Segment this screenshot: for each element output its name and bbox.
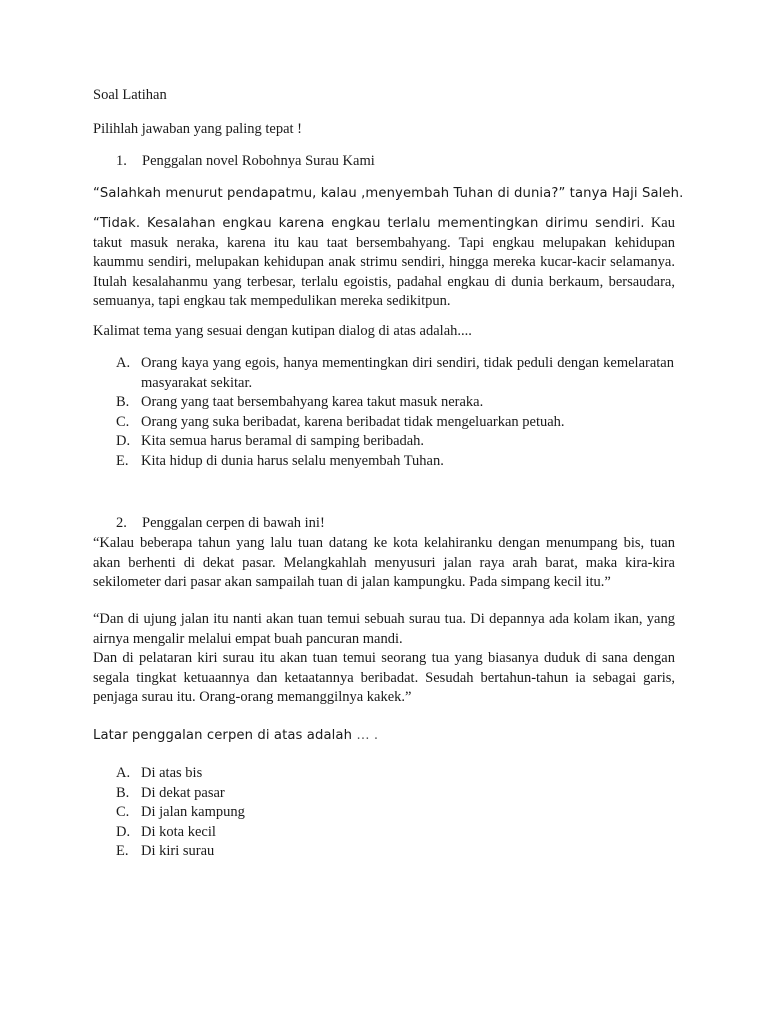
question-2-prompt-dots: … . xyxy=(356,728,379,743)
answer-option xyxy=(116,452,674,472)
question-1-options xyxy=(116,354,674,471)
answer-option-letter: C. xyxy=(116,413,130,430)
answer-option-text: Di kota kecil xyxy=(141,823,216,840)
document-heading: Soal Latihan xyxy=(93,87,167,103)
question-1-dialog-1: “Salahkah menurut pendapatmu, kalau ,menyembah Tuhan di dunia?” tanya Haji Saleh. xyxy=(93,186,684,201)
question-1-dialog-2-rest: Kau takut masuk neraka, karena itu kau taat bersembahyang. Tapi engkau melupakan kehidupan kaummu sendiri, melupakan kehidupan anak strimu sendiri, hingga mereka kucar-kacir selamanya. Itulah kesalahanmu yang terbesar, terlalu egoistis, padahal engkau di dunia berkaum, bersaudara, semuanya, tapi engkau tak mempedulikan mereka sedikitpun. xyxy=(93,215,675,309)
question-1-prompt: Kalimat tema yang sesuai dengan kutipan dialog di atas adalah.... xyxy=(93,323,472,339)
question-2-title-text: Penggalan cerpen di bawah ini! xyxy=(142,515,325,531)
answer-option xyxy=(116,432,674,452)
answer-option-letter: A. xyxy=(116,765,131,781)
answer-option-letter: B. xyxy=(116,784,130,801)
answer-option-text: Kita hidup di dunia harus selalu menyembah Tuhan. xyxy=(141,452,444,469)
answer-option xyxy=(116,823,674,843)
answer-option xyxy=(116,842,674,862)
answer-option-text: Di atas bis xyxy=(141,765,203,781)
answer-option-letter: E. xyxy=(116,452,129,469)
answer-option xyxy=(116,413,674,433)
answer-option-text: Di jalan kampung xyxy=(141,804,245,820)
answer-option-text: Orang yang suka beribadat, karena beribadat tidak mengeluarkan petuah. xyxy=(141,413,565,430)
instruction-text: Pilihlah jawaban yang paling tepat ! xyxy=(93,121,302,137)
question-1-title xyxy=(116,152,375,172)
question-2-options xyxy=(116,764,674,862)
question-2-paragraph-2a: “Dan di ujung jalan itu nanti akan tuan temui sebuah surau tua. Di depannya ada kolam ikan, yang airnya mengalir melalui empat buah pancuran mandi. xyxy=(93,611,675,647)
question-2-prompt xyxy=(93,726,675,746)
answer-option xyxy=(116,354,674,393)
question-1-dialog-2 xyxy=(93,214,675,312)
answer-option-text: Di dekat pasar xyxy=(141,784,225,801)
answer-option xyxy=(116,784,674,804)
question-1-dialog-2-lead: “Tidak. Kesalahan engkau karena engkau terlalu mementingkan dirimu sendiri. xyxy=(93,216,645,231)
question-2-prompt-text: Latar penggalan cerpen di atas adalah xyxy=(93,728,353,743)
answer-option-letter: B. xyxy=(116,394,130,410)
answer-option-text: Kita semua harus beramal di samping beribadah. xyxy=(141,433,425,449)
question-1-number: 1. xyxy=(116,153,127,169)
question-2-paragraph-1: “Kalau beberapa tahun yang lalu tuan datang ke kota kelahiranku dengan menumpang bis, tuan akan berhenti di dekat pasar. Melangkahlah menyusuri jalan raya arah barat, maka kira-kira sekilometer dari pasar akan sampailah tuan di jalan kampungku. Pada simpang kecil itu.” xyxy=(93,535,675,590)
answer-option-text: Orang kaya yang egois, hanya mementingkan diri sendiri, tidak peduli dengan kemelaratan masyarakat sekitar. xyxy=(141,355,674,391)
question-2-paragraph-2b: Dan di pelataran kiri surau itu akan tuan temui seorang tua yang biasanya duduk di sana dengan segala tingkat ketuaannya dan ketaatannya beribadat. Sesudah bertahun-tahun ia sebagai garis, penjaga surau itu. Orang-orang memanggilnya kakek.” xyxy=(93,650,675,705)
answer-option xyxy=(116,393,674,413)
answer-option-letter: A. xyxy=(116,355,131,371)
question-1-title-text: Penggalan novel Robohnya Surau Kami xyxy=(142,153,375,169)
question-2-number: 2. xyxy=(116,515,127,531)
answer-option-letter: D. xyxy=(116,823,131,840)
answer-option-letter: D. xyxy=(116,433,131,449)
answer-option xyxy=(116,764,674,784)
answer-option-text: Di kiri surau xyxy=(141,843,215,859)
answer-option-letter: E. xyxy=(116,843,129,859)
answer-option xyxy=(116,803,674,823)
question-2-title xyxy=(116,514,325,534)
answer-option-letter: C. xyxy=(116,804,130,820)
answer-option-text: Orang yang taat bersembahyang karea takut masuk neraka. xyxy=(141,394,484,410)
